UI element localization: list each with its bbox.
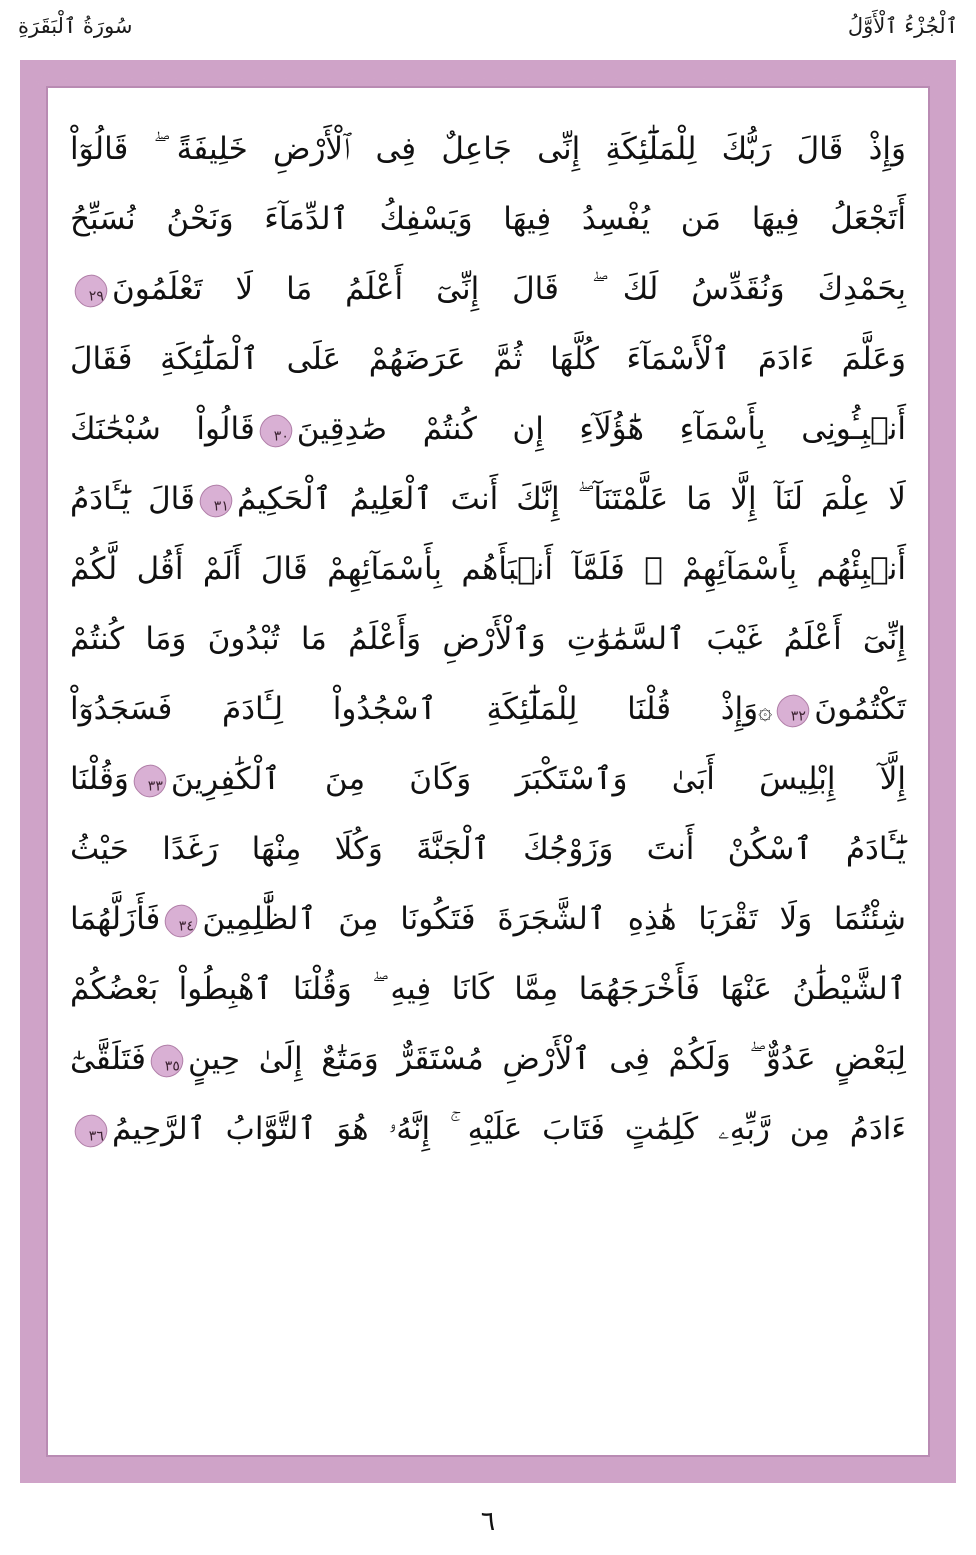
quran-line: [70, 254, 906, 324]
quran-line: [70, 954, 906, 1024]
quran-line: [70, 534, 906, 604]
ayah-number-marker: [144, 1038, 189, 1083]
quran-line: [70, 814, 906, 884]
quran-line: [70, 604, 906, 674]
ayah-number-value: ٣٢: [790, 707, 806, 724]
quran-line: [70, 464, 906, 534]
quran-line-text: تَكْتُمُونَ: [814, 691, 906, 727]
ayah-number-value: ٢٩: [88, 287, 104, 304]
quran-line-text: ءَادَمُ مِن رَّبِّهِۦ كَلِمَٰتٍ فَتَابَ عَلَيْهِ ۚ إِنَّهُۥ هُوَ ٱلتَّوَّابُ ٱلرَّحِيمُ: [112, 1111, 906, 1147]
quran-line-text-continued: وَإِذْ قُلْنَا لِلْمَلَٰٓئِكَةِ ٱسْجُدُواْ لِـَٔادَمَ فَسَجَدُوٓاْ: [70, 691, 759, 727]
ayah-number-value: ٣٠: [273, 427, 289, 444]
quran-line-text: شِئْتُمَا وَلَا تَقْرَبَا هَٰذِهِ ٱلشَّجَرَةَ فَتَكُونَا مِنَ ٱلظَّٰلِمِينَ: [202, 901, 906, 937]
rub-el-hizb-icon: ۞: [758, 696, 773, 725]
quran-line-text: لَا عِلْمَ لَنَآ إِلَّا مَا عَلَّمْتَنَآ ۖ إِنَّكَ أَنتَ ٱلْعَلِيمُ ٱلْحَكِيمُ: [236, 481, 906, 517]
ayah-number-marker: [68, 1108, 113, 1153]
quran-line-text-continued: فَأَزَلَّهُمَا: [70, 901, 161, 937]
quran-line: [70, 884, 906, 954]
quran-line-text: إِنِّىٓ أَعْلَمُ غَيْبَ ٱلسَّمَٰوَٰتِ وَٱلْأَرْضِ وَأَعْلَمُ مَا تُبْدُونَ وَمَا كُنتُمْ: [70, 621, 906, 657]
quran-line: [70, 184, 906, 254]
quran-line: [70, 324, 906, 394]
ayah-number-value: ٣٣: [147, 777, 163, 794]
text-frame: [46, 86, 930, 1457]
quran-line-text-continued: قَالَ يَٰٓـَٔادَمُ: [70, 481, 195, 517]
quran-line-text: لِبَعْضٍ عَدُوٌّ ۖ وَلَكُمْ فِى ٱلْأَرْضِ مُسْتَقَرٌّ وَمَتَٰعٌ إِلَىٰ حِينٍ: [187, 1041, 906, 1077]
quran-line-text-continued: وَقُلْنَا: [70, 761, 129, 797]
ayah-number-value: ٣٤: [179, 917, 195, 934]
quran-line: [70, 744, 906, 814]
ayah-number-value: ٣٥: [164, 1057, 180, 1074]
ayah-number-marker: [127, 758, 172, 803]
quran-line: [70, 394, 906, 464]
ayah-number-marker: [253, 408, 298, 453]
ayah-number-value: ٣١: [213, 497, 229, 514]
ayah-number-marker: [771, 688, 816, 733]
quran-line-text: ٱلشَّيْطَٰنُ عَنْهَا فَأَخْرَجَهُمَا مِمَّا كَانَا فِيهِ ۖ وَقُلْنَا ٱهْبِطُواْ بَعْضُكُمْ: [70, 971, 906, 1007]
quran-line-text: أَنۢبِـُٔونِى بِأَسْمَآءِ هَٰٓؤُلَآءِ إِن كُنتُمْ صَٰدِقِينَ: [296, 411, 906, 447]
decorative-border: [20, 60, 956, 1483]
quran-line-text: وَعَلَّمَ ءَادَمَ ٱلْأَسْمَآءَ كُلَّهَا ثُمَّ عَرَضَهُمْ عَلَى ٱلْمَلَٰٓئِكَةِ فَقَالَ: [70, 341, 906, 377]
surah-title: سُورَةُ ٱلْبَقَرَةِ: [18, 14, 133, 38]
quran-line: [70, 1024, 906, 1094]
quran-line: [70, 1094, 906, 1164]
page-number: ٦: [480, 1506, 496, 1537]
quran-line-text: إِلَّآ إِبْلِيسَ أَبَىٰ وَٱسْتَكْبَرَ وَكَانَ مِنَ ٱلْكَٰفِرِينَ: [170, 761, 906, 797]
ayah-number-marker: [68, 268, 113, 313]
quran-line-text-continued: فَتَلَقَّىٰٓ: [70, 1041, 146, 1077]
quran-line-text: أَتَجْعَلُ فِيهَا مَن يُفْسِدُ فِيهَا وَيَسْفِكُ ٱلدِّمَآءَ وَنَحْنُ نُسَبِّحُ: [70, 201, 906, 237]
juz-title: ٱلْجُزْءُ ٱلْأَوَّلُ: [847, 14, 958, 38]
ayah-number-marker: [193, 478, 238, 523]
quran-line-text: وَإِذْ قَالَ رَبُّكَ لِلْمَلَٰٓئِكَةِ إِنِّى جَاعِلٌ فِى ٱلْأَرْضِ خَلِيفَةً ۖ قَالُوٓاْ: [70, 131, 906, 167]
page-header: [18, 12, 958, 52]
ayah-number-value: ٣٦: [88, 1127, 104, 1144]
quran-text-body: [70, 114, 906, 1164]
ayah-number-marker: [159, 898, 204, 943]
quran-line-text: بِحَمْدِكَ وَنُقَدِّسُ لَكَ ۖ قَالَ إِنِّىٓ أَعْلَمُ مَا لَا تَعْلَمُونَ: [112, 271, 906, 307]
quran-line-text: أَنۢبِئْهُم بِأَسْمَآئِهِمْ ۖ فَلَمَّآ أَنۢبَأَهُم بِأَسْمَآئِهِمْ قَالَ أَلَمْ أَقُل لَّكُمْ: [70, 551, 906, 587]
quran-line: [70, 674, 906, 744]
quran-line-text-continued: قَالُواْ سُبْحَٰنَكَ: [70, 411, 255, 447]
quran-line-text: يَٰٓـَٔادَمُ ٱسْكُنْ أَنتَ وَزَوْجُكَ ٱلْجَنَّةَ وَكُلَا مِنْهَا رَغَدًا حَيْثُ: [70, 831, 906, 867]
quran-line: [70, 114, 906, 184]
